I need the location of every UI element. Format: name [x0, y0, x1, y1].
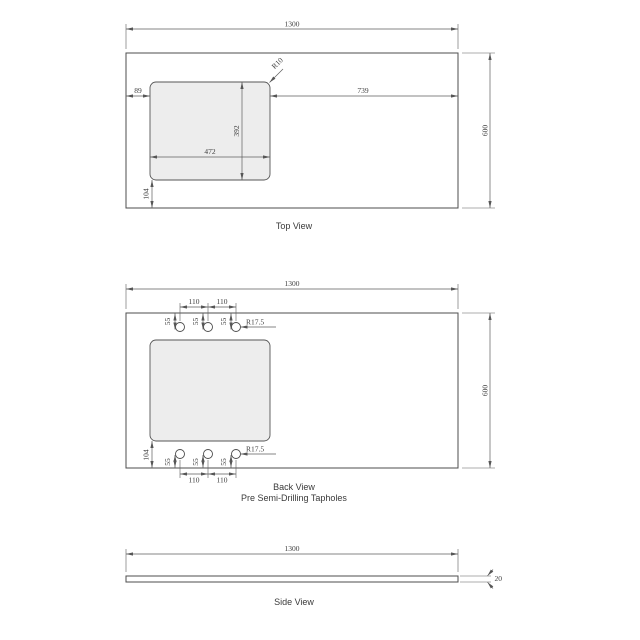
taphole	[232, 450, 241, 459]
dim-label-corner-radius: R10	[269, 55, 285, 71]
taphole	[176, 323, 185, 332]
side-view-outline	[126, 576, 458, 582]
dim-label-hole-offset: 55	[191, 317, 200, 326]
dim-label-hole-spacing: 110	[188, 475, 200, 485]
dim-label-cutout-left: 89	[134, 86, 142, 95]
dim-label-width: 1300	[284, 544, 300, 553]
back-view-title: Back View	[273, 482, 315, 492]
sink-cutout-back	[150, 340, 270, 441]
dim-label-hole-offset: 55	[219, 317, 228, 326]
side-view-title: Side View	[274, 597, 314, 607]
side-view	[126, 544, 502, 607]
dim-label-cutout-bottom: 104	[141, 449, 151, 461]
dim-label-cutout-right: 739	[357, 86, 369, 95]
dim-label-hole-offset: 55	[163, 317, 172, 326]
dim-label-hole-offset: 55	[219, 458, 228, 466]
back-view	[126, 279, 495, 503]
sink-cutout	[150, 82, 270, 180]
dim-arrow-thickness	[488, 582, 494, 588]
top-view	[126, 20, 495, 232]
dim-label-depth: 600	[480, 384, 490, 397]
taphole	[232, 323, 241, 332]
dim-label-width: 1300	[284, 279, 300, 288]
taphole	[176, 450, 185, 459]
dim-label-hole-offset: 55	[191, 458, 200, 466]
dim-label-depth: 600	[480, 124, 490, 137]
dim-extension-lines	[460, 576, 491, 582]
dim-label-width: 1300	[284, 19, 300, 29]
dim-label-hole-spacing: 110	[188, 297, 200, 306]
back-view-subtitle: Pre Semi-Drilling Tapholes	[241, 493, 347, 503]
dim-label-hole-spacing: 110	[216, 297, 228, 306]
dim-label-cutout-width: 472	[204, 147, 216, 156]
dim-label-hole-spacing: 110	[216, 475, 228, 485]
dim-label-thickness: 20	[494, 574, 502, 583]
top-view-title: Top View	[275, 221, 313, 231]
dim-label-cutout-height: 392	[232, 125, 241, 137]
dim-label-cutout-bottom: 104	[141, 188, 151, 200]
taphole	[204, 450, 213, 459]
dim-label-hole-offset: 55	[163, 458, 172, 466]
dim-label-hole-radius: R17.5	[246, 317, 265, 327]
dim-arrow-thickness	[488, 570, 494, 576]
dim-label-hole-radius: R17.5	[246, 444, 265, 454]
taphole	[204, 323, 213, 332]
